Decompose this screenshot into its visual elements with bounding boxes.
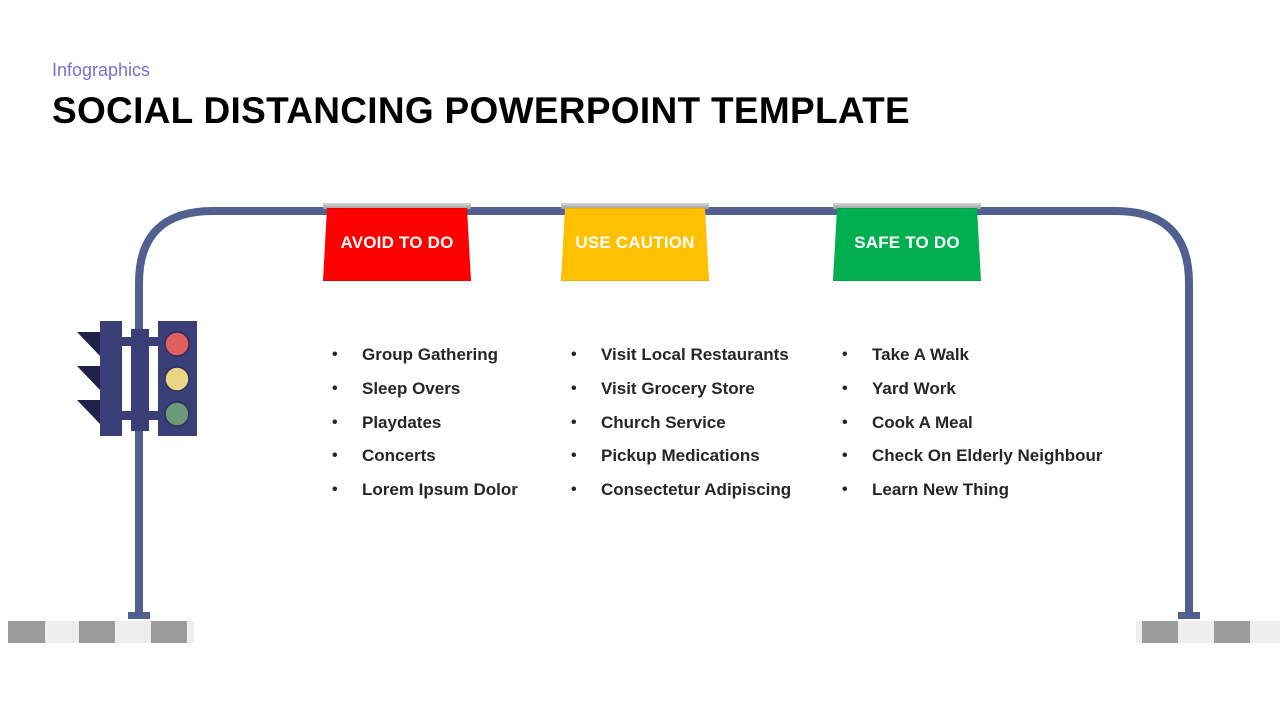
subtitle: Infographics [52,60,151,80]
page-title: SOCIAL DISTANCING POWERPOINT TEMPLATE [52,90,910,131]
list-item: • Take A Walk [842,338,1103,372]
sign-avoid [323,203,471,281]
list-item: • Group Gathering [332,338,518,372]
list-item: • Yard Work [842,372,1103,406]
sign-safe [833,203,981,281]
list-item: • Lorem Ipsum Dolor [332,473,518,507]
list-item: • Church Service [571,406,791,440]
sign-avoid-label: AVOID TO DO [340,233,454,252]
avoid-list [332,338,518,507]
list-item: • Concerts [332,439,518,473]
pole-base-right [1178,612,1200,619]
list-item: • Sleep Overs [332,372,518,406]
list-item: • Cook A Meal [842,406,1103,440]
safe-list [842,338,1103,507]
list-item: • Visit Grocery Store [571,372,791,406]
list-item: • Playdates [332,406,518,440]
pole-base-left [128,612,150,619]
sign-caution [561,203,709,281]
list-item: • Check On Elderly Neighbour [842,439,1103,473]
curb-left [8,621,194,643]
list-item: • Consectetur Adipiscing [571,473,791,507]
list-item: • Pickup Medications [571,439,791,473]
curb-right [1136,621,1280,643]
red-light-icon [165,332,189,356]
yellow-light-icon [165,367,189,391]
list-item: • Visit Local Restaurants [571,338,791,372]
sign-safe-label: SAFE TO DO [854,233,960,252]
green-light-icon [165,402,189,426]
sign-caution-label: USE CAUTION [575,233,695,252]
list-item: • Learn New Thing [842,473,1103,507]
traffic-light [77,321,197,436]
caution-list [571,338,791,507]
